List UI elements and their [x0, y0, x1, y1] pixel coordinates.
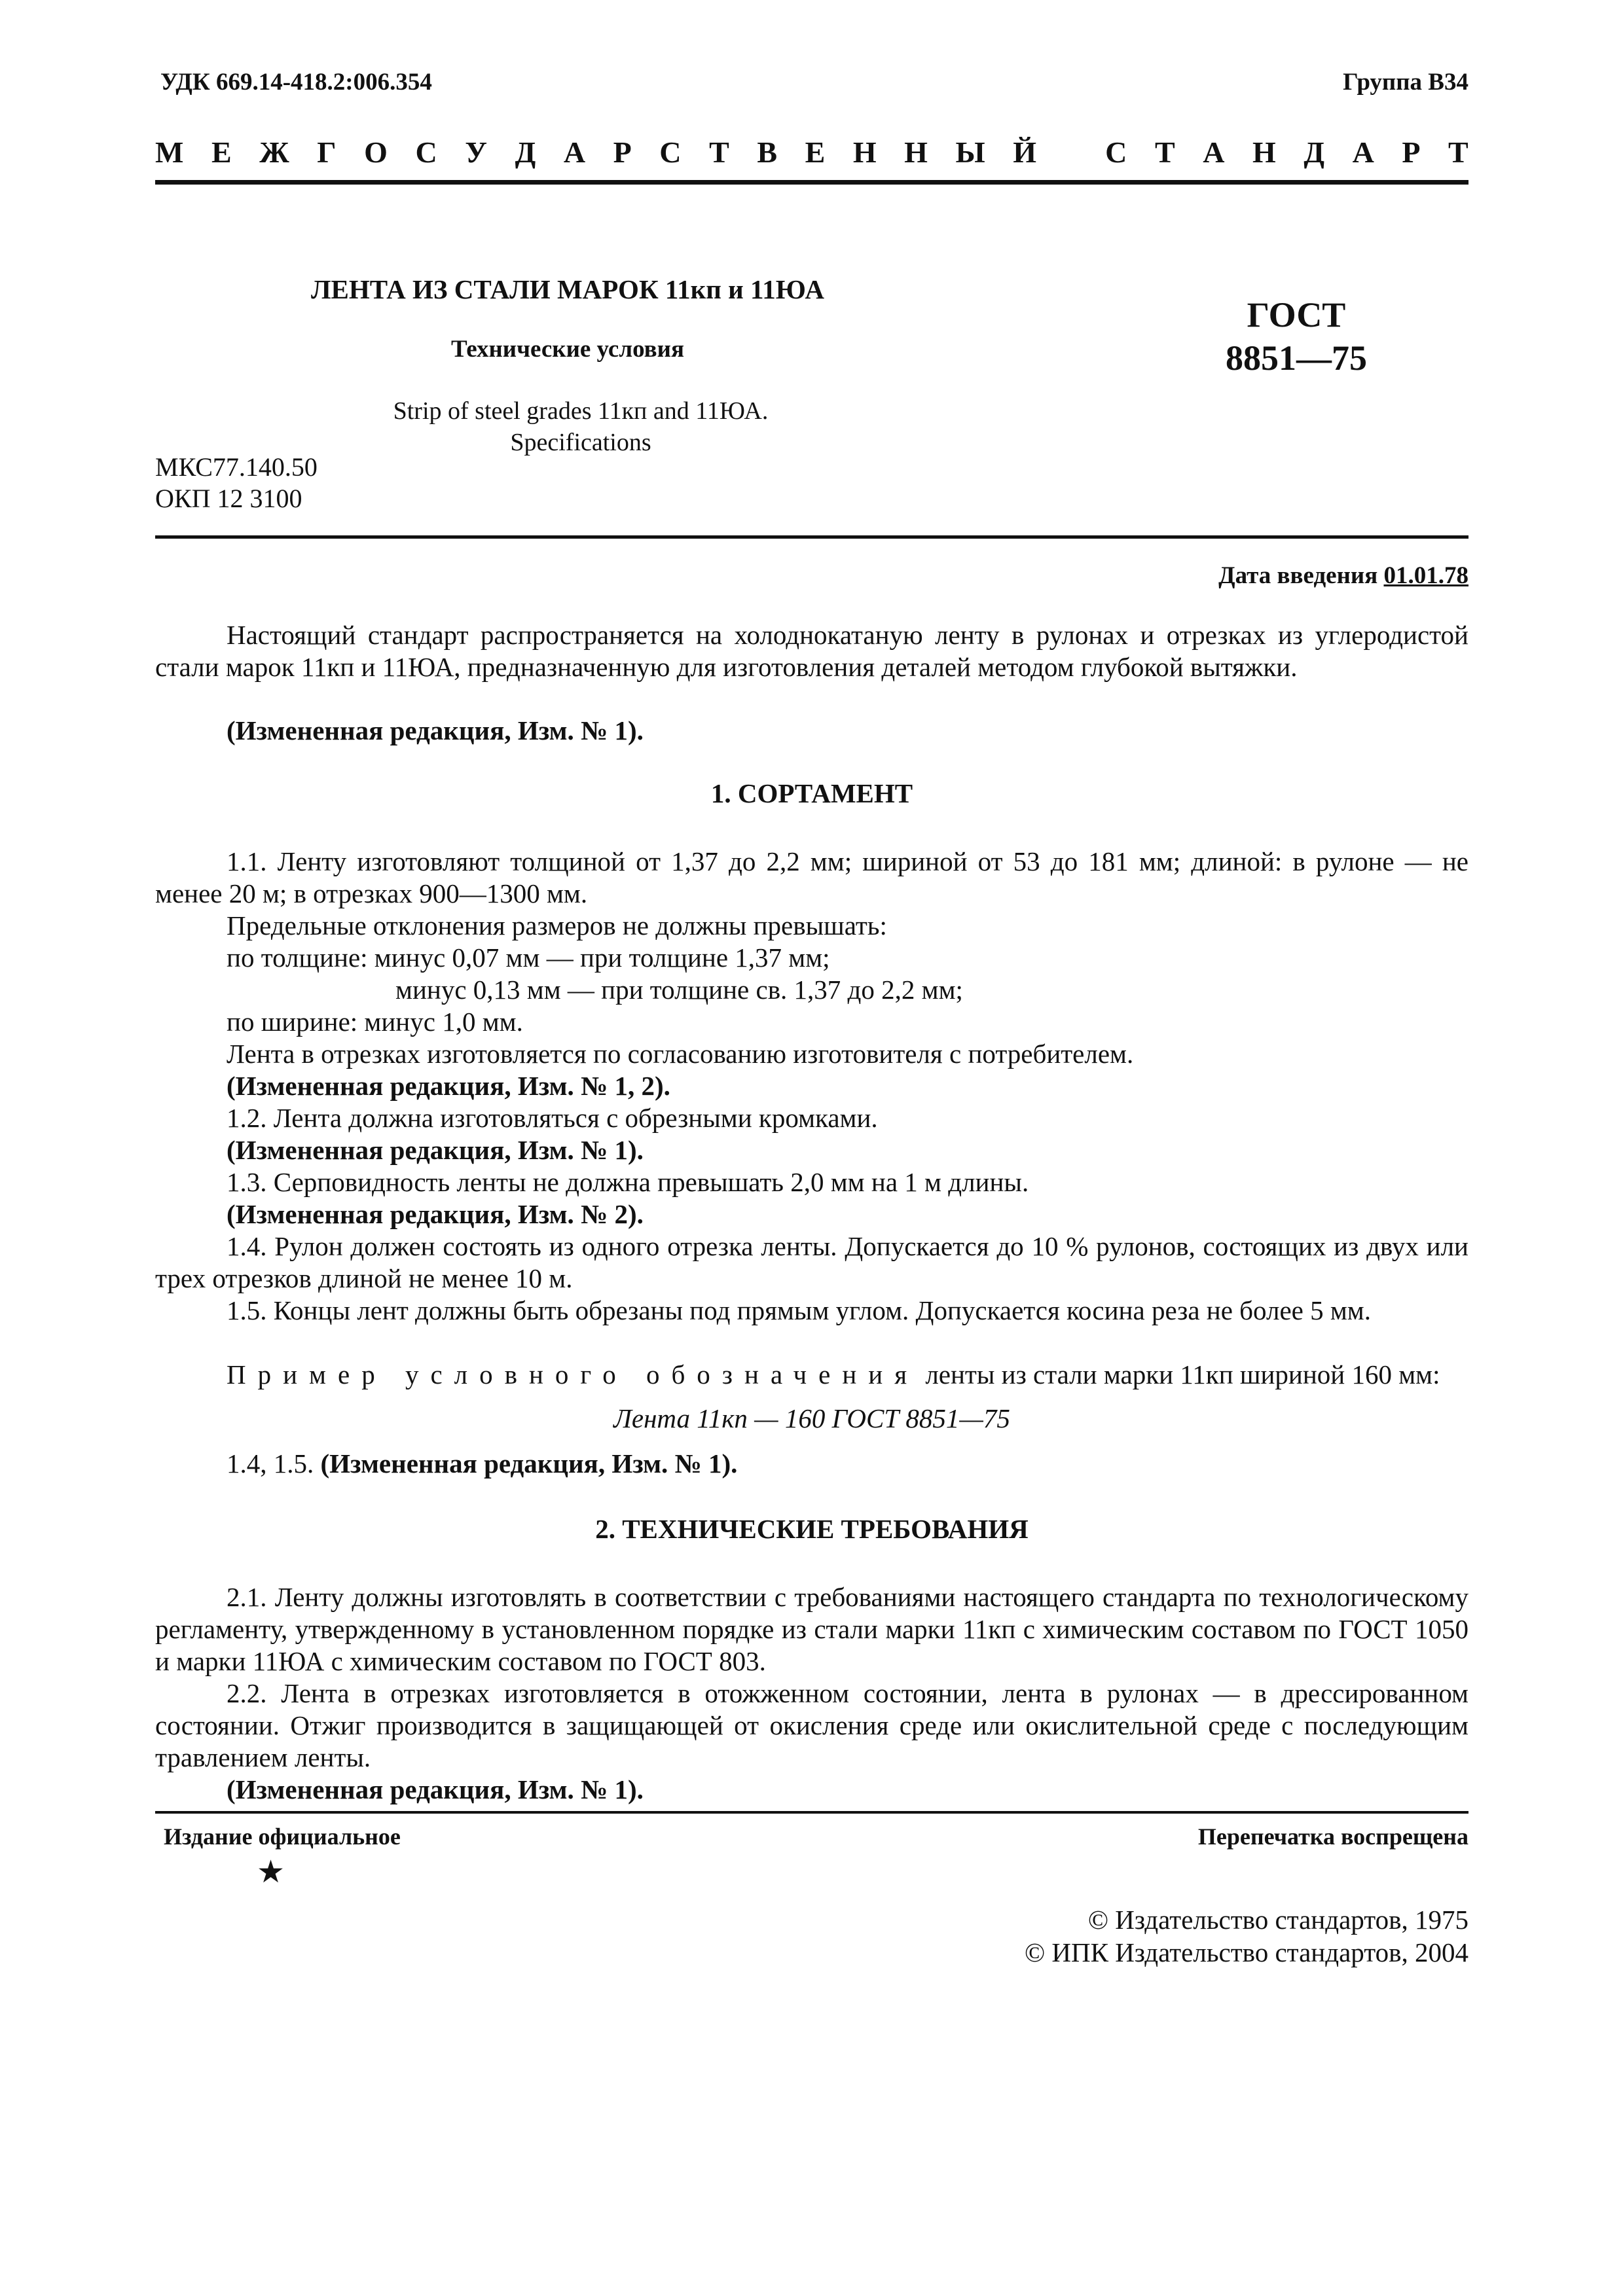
banner-letter: С [415, 135, 437, 169]
classification-codes [155, 452, 318, 514]
okp-code: ОКП 12 3100 [155, 484, 302, 513]
document-subtitle: Технические условия [451, 336, 684, 363]
banner-letter: В [757, 135, 778, 169]
banner-letter: Д [515, 135, 536, 169]
clause-1-5: 1.5. Концы лент должны быть обрезаны под прямым углом. Допускается косина реза не более 5 мм. [227, 1295, 1371, 1325]
clause-1-1: 1.1. Ленту изготовляют толщиной от 1,37 до 2,2 мм; шириной от 53 до 181 мм; длиной: в рулоне — не менее 20 м; в отрезках 900—1300 мм. [155, 846, 1468, 908]
banner-letter: А [1352, 135, 1374, 169]
banner-gap [1065, 135, 1078, 170]
banner-letter: Н [1252, 135, 1276, 169]
clause-2-2: 2.2. Лента в отрезках изготовляется в отожженном состоянии, лента в рулонах — в дрессированном состоянии. Отжиг производится в защищающей от окисления среде или окислительной среде с последующим травлением ленты. [155, 1678, 1468, 1772]
banner-letter: А [563, 135, 586, 169]
clause-2-1: 2.1. Ленту должны изготовлять в соответствии с требованиями настоящего стандарта по технологическому регламенту, утвержденному в установленном порядке из стали марки 11кп с химическим составом по ГОСТ 1050 и марки 11ЮА с химическим составом по ГОСТ 803. [155, 1582, 1468, 1676]
clause-1-1-thickness-b: минус 0,13 мм — при толщине св. 1,37 до 2,2 мм; [395, 975, 963, 1005]
star-icon: ★ [257, 1855, 285, 1890]
udk-code: УДК 669.14-418.2:006.354 [160, 69, 432, 96]
copyright-block [1025, 1903, 1468, 1969]
effective-date [1218, 562, 1468, 590]
amendment-note: (Измененная редакция, Изм. № 2). [227, 1199, 644, 1229]
copyright-2004: © ИПК Издательство стандартов, 2004 [1024, 1937, 1468, 1967]
designation-formula: Лента 11кп — 160 ГОСТ 8851—75 [613, 1403, 1010, 1433]
clause-1-2: 1.2. Лента должна изготовляться с обрезными кромками. [227, 1103, 878, 1133]
group-code: Группа В34 [1343, 69, 1468, 96]
banner-letter: Ы [955, 135, 985, 169]
reprint-prohibited: Перепечатка воспрещена [1197, 1823, 1468, 1850]
amendment-clauses: 1.4, 1.5. [227, 1448, 321, 1479]
copyright-1975: © Издательство стандартов, 1975 [1087, 1905, 1468, 1935]
banner-letter: У [465, 135, 488, 169]
interstate-standard-banner [155, 135, 1468, 170]
gost-number: 8851—75 [1226, 338, 1367, 378]
banner-letter: Г [317, 135, 337, 169]
banner-letter: Н [904, 135, 928, 169]
amendment-note: (Измененная редакция, Изм. № 1). [227, 1774, 644, 1804]
banner-letter: Й [1013, 135, 1037, 169]
title-rule [155, 535, 1468, 539]
clause-1-4: 1.4. Рулон должен состоять из одного отрезка ленты. Допускается до 10 % рулонов, состоящих из двух или трех отрезков длиной не менее 10 м. [155, 1231, 1468, 1293]
clause-1-1-tolerances: Предельные отклонения размеров не должны превышать: [227, 910, 887, 941]
amendment-note: (Измененная редакция, Изм. № 1). [227, 1135, 644, 1165]
banner-letter: Т [1154, 135, 1175, 169]
clause-1-1-width: по ширине: минус 1,0 мм. [227, 1007, 523, 1037]
example-label: Пример условного обозначения [227, 1359, 919, 1390]
clause-1-1-cut-lengths: Лента в отрезках изготовляется по согласованию изготовителя с потребителем. [227, 1039, 1134, 1069]
example-text: ленты из стали марки 11кп шириной 160 мм: [919, 1359, 1440, 1390]
banner-letter: Т [709, 135, 729, 169]
banner-letter: Р [613, 135, 632, 169]
banner-letter: Д [1304, 135, 1324, 169]
clause-1-1-thickness-a: по толщине: минус 0,07 мм — при толщине 1,37 мм; [227, 942, 830, 973]
effective-date-label: Дата введения [1218, 562, 1378, 589]
banner-letter: Е [211, 135, 232, 169]
english-title [155, 395, 1006, 458]
amendment-note: (Измененная редакция, Изм. № 1). [227, 715, 644, 745]
section-1-title: 1. СОРТАМЕНТ [710, 778, 913, 808]
banner-letter: Ж [259, 135, 289, 169]
banner-letter: Р [1402, 135, 1421, 169]
banner-rule [155, 180, 1468, 185]
gost-designation [1159, 293, 1434, 380]
amendment-note: (Измененная редакция, Изм. № 1). [320, 1448, 738, 1479]
effective-date-value: 01.01.78 [1383, 562, 1468, 589]
official-edition: Издание официальное [164, 1823, 401, 1850]
amendment-note: (Измененная редакция, Изм. № 1, 2). [227, 1071, 670, 1101]
banner-letter: Е [805, 135, 826, 169]
english-title-line1: Strip of steel grades 11кп and 11ЮА. [393, 397, 769, 425]
amendment-1-4-1-5 [227, 1448, 737, 1480]
gost-label: ГОСТ [1247, 295, 1346, 334]
designation-example [227, 1359, 1440, 1391]
banner-letter: С [659, 135, 682, 169]
banner-letter: М [155, 135, 184, 169]
scope-paragraph: Настоящий стандарт распространяется на холоднокатаную ленту в рулонах и отрезках из углеродистой стали марок 11кп и 11ЮА, предназначенную для изготовления деталей методом глубокой вытяжки. [155, 620, 1468, 682]
banner-letter: Н [852, 135, 877, 169]
clause-1-3: 1.3. Серповидность ленты не должна превышать 2,0 мм на 1 м длины. [227, 1167, 1029, 1197]
banner-letter: А [1203, 135, 1225, 169]
document-title: ЛЕНТА ИЗ СТАЛИ МАРОК 11кп и 11ЮА [311, 274, 824, 304]
mks-code: МКС77.140.50 [155, 452, 318, 482]
section-2-title: 2. ТЕХНИЧЕСКИЕ ТРЕБОВАНИЯ [595, 1514, 1029, 1544]
footer-rule [155, 1811, 1468, 1814]
banner-letter: С [1105, 135, 1127, 169]
banner-letter: Т [1448, 135, 1468, 169]
banner-letter: О [364, 135, 388, 169]
english-title-line2: Specifications [510, 429, 651, 456]
